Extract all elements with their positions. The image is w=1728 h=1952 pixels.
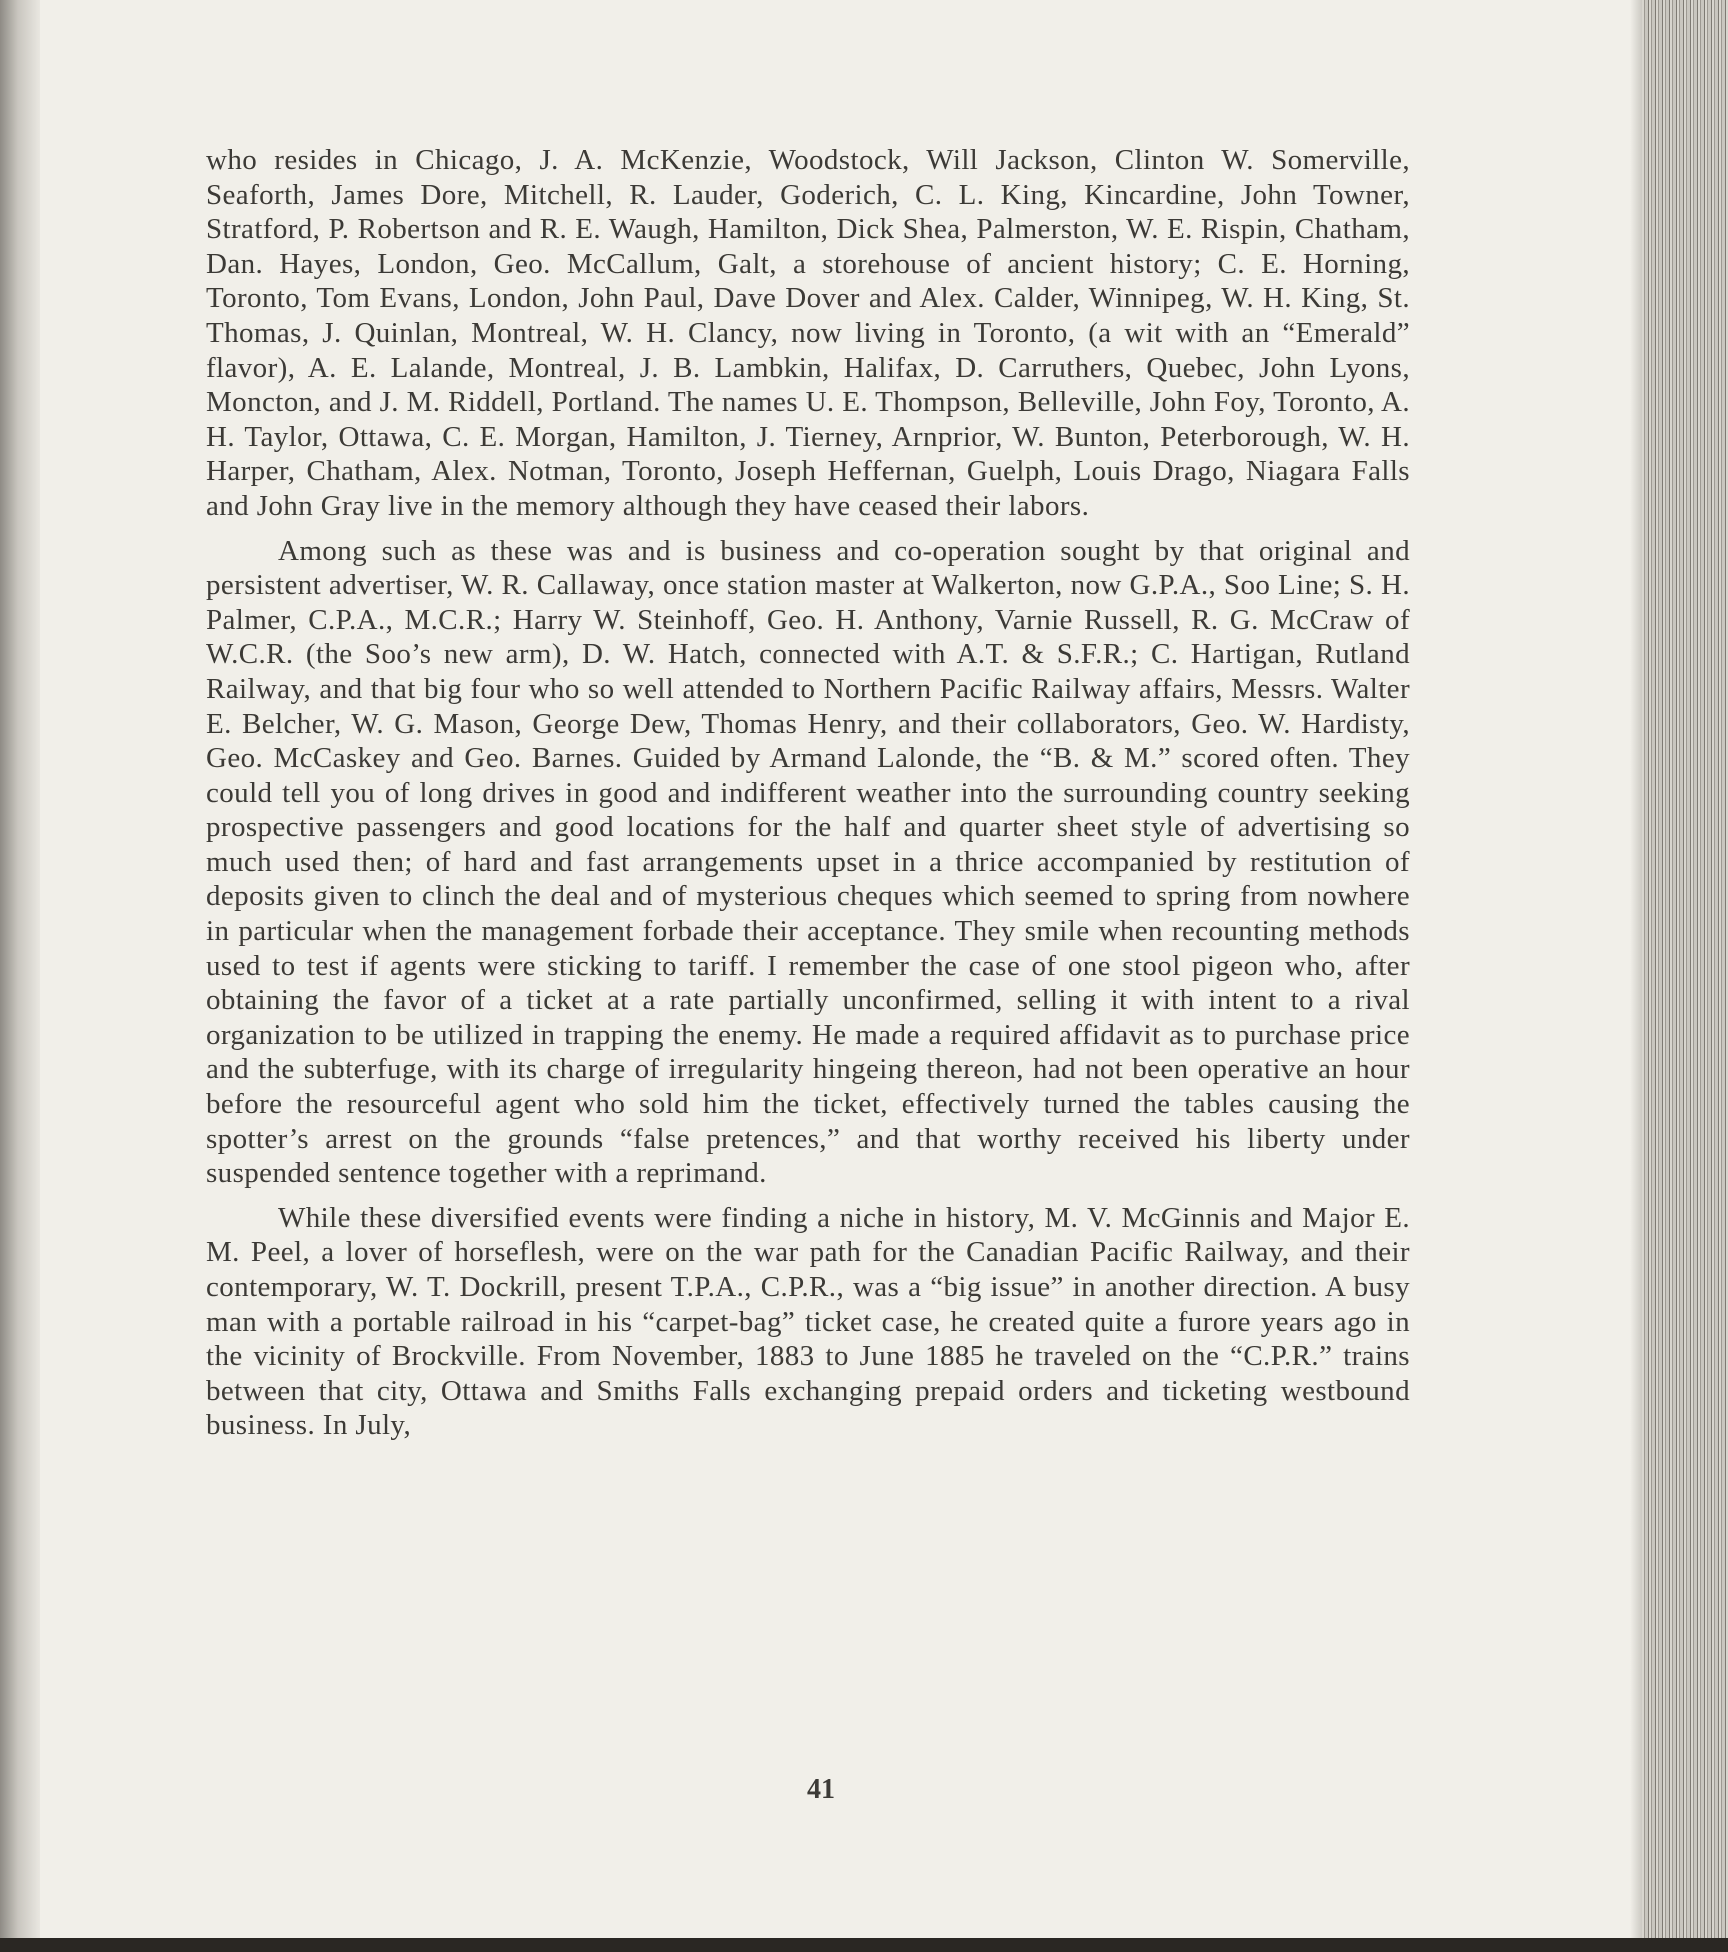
paragraph-3: While these diversified events were finding a niche in history, M. V. McGinnis and Major E. M. Peel, a lover of horseflesh, were on the war path for the Canadian Pacific Railway, and their contemporary, W. T. Dockrill, present T.P.A., C.P.R., was a “big issue” in another direction. A busy man with a portable railroad in his “carpet-bag” ticket case, he created quite a furore years ago in the vicinity of Brockville. From November, 1883 to June 1885 he traveled on the “C.P.R.” trains between that city, Ottawa and Smiths Falls exchanging prepaid orders and ticketing westbound business. In July, <box>206 1201 1410 1442</box>
body-text <box>206 143 1410 1453</box>
paragraph-1: who resides in Chicago, J. A. McKenzie, Woodstock, Will Jackson, Clinton W. Somerville, Seaforth, James Dore, Mitchell, R. Lauder, Goderich, C. L. King, Kincardine, John Towner, Stratford, P. Robertson and R. E. Waugh, Hamilton, Dick Shea, Palmerston, W. E. Rispin, Chatham, Dan. Hayes, London, Geo. McCallum, Galt, a storehouse of ancient history; C. E. Horning, Toronto, Tom Evans, London, John Paul, Dave Dover and Alex. Calder, Winnipeg, W. H. King, St. Thomas, J. Quinlan, Montreal, W. H. Clancy, now living in Toronto, (a wit with an “Emerald” flavor), A. E. Lalande, Montreal, J. B. Lambkin, Halifax, D. Carruthers, Quebec, John Lyons, Moncton, and J. M. Riddell, Portland. The names U. E. Thompson, Belleville, John Foy, Toronto, A. H. Taylor, Ottawa, C. E. Morgan, Hamilton, J. Tierney, Arnprior, W. Bunton, Peterborough, W. H. Harper, Chatham, Alex. Notman, Toronto, Joseph Heffernan, Guelph, Louis Drago, Niagara Falls and John Gray live in the memory although they have ceased their labors. <box>206 144 1410 522</box>
bottom-edge <box>0 1938 1728 1952</box>
page-stack-edge <box>1642 0 1728 1952</box>
page-number: 41 <box>807 1774 835 1805</box>
paragraph-2: Among such as these was and is business and co-operation sought by that original and persistent advertiser, W. R. Callaway, once station master at Walkerton, now G.P.A., Soo Line; S. H. Palmer, C.P.A., M.C.R.; Harry W. Steinhoff, Geo. H. Anthony, Varnie Russell, R. G. McCraw of W.C.R. (the Soo’s new arm), D. W. Hatch, connected with A.T. & S.F.R.; C. Hartigan, Rutland Railway, and that big four who so well attended to Northern Pacific Railway affairs, Messrs. Walter E. Belcher, W. G. Mason, George Dew, Thomas Henry, and their collaborators, Geo. W. Hardisty, Geo. McCaskey and Geo. Barnes. Guided by Armand Lalonde, the “B. & M.” scored often. They could tell you of long drives in good and indifferent weather into the surrounding country seeking prospective passengers and good locations for the half and quarter sheet style of advertising so much used then; of hard and fast arrangements upset in a thrice accompanied by restitution of deposits given to clinch the deal and of mysterious cheques which seemed to spring from nowhere in particular when the management forbade their acceptance. They smile when recounting methods used to test if agents were sticking to tariff. I remember the case of one stool pigeon who, after obtaining the favor of a ticket at a rate partially unconfirmed, selling it with intent to a rival organization to be utilized in trapping the enemy. He made a required affidavit as to purchase price and the subterfuge, with its charge of irregularity hingeing thereon, had not been operative an hour before the resourceful agent who sold him the ticket, effectively turned the tables causing the spotter’s arrest on the grounds “false pretences,” and that worthy received his liberty under suspended sentence together with a reprimand. <box>206 534 1410 1190</box>
gutter-shadow <box>0 0 40 1938</box>
